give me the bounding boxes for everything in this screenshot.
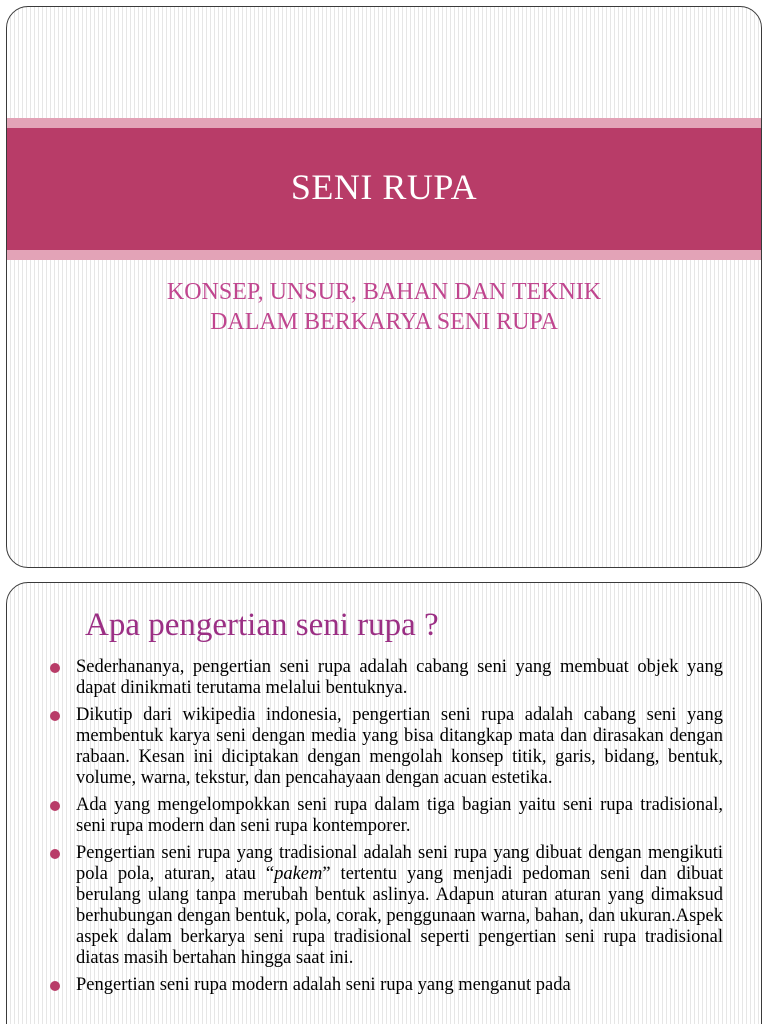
content-heading: Apa pengertian seni rupa ? (85, 607, 439, 643)
title-band (7, 128, 761, 250)
bullet-text: Ada yang mengelompokkan seni rupa dalam tiga bagian yaitu seni rupa tradisional, seni rupa modern dan seni rupa kontemporer. (76, 795, 723, 836)
bullet-text-after: ” tertentu yang menjadi pedoman seni dan dibuat berulang ulang tanpa merubah bentuk aslinya. Adapun aturan aturan yang dimaksud berhubungan dengan bentuk, pola, corak, penggunaan warna, bahan, dan ukuran.Aspek aspek dalam berkarya seni rupa tradisional seperti pengertian seni rupa tradisional diatas masih bertahan hingga saat ini. (76, 864, 723, 968)
bullet-text-partial: Pengertian seni rupa modern adalah seni rupa yang menganut pada (76, 975, 571, 995)
content-slide (6, 582, 762, 1024)
bullet-text: Sederhananya, pengertian seni rupa adalah cabang seni yang membuat objek yang dapat dinikmati terutama melalui bentuknya. (76, 657, 723, 698)
title-band-top-stripe (7, 118, 761, 128)
list-item (45, 705, 723, 789)
bullet-dot-icon (50, 981, 60, 991)
bullet-dot-icon (50, 711, 60, 721)
bullet-list (45, 657, 723, 1002)
bullet-dot-icon (50, 801, 60, 811)
slide-title: SENI RUPA (290, 167, 478, 207)
bullet-text-before: Pengertian seni rupa yang tradisional adalah seni rupa yang dibuat dengan mengikuti pola pola, aturan, atau “ (76, 843, 723, 884)
title-slide (6, 6, 762, 568)
bullet-text-italic: pakem (274, 864, 323, 884)
list-item (45, 657, 723, 699)
title-band-bottom-stripe (7, 250, 761, 260)
bullet-text: Dikutip dari wikipedia indonesia, pengertian seni rupa adalah cabang seni yang membentuk karya seni dengan media yang bisa ditangkap mata dan dirasakan dengan rabaan. Kesan ini diciptakan dengan mengolah konsep titik, garis, bidang, bentuk, volume, warna, tekstur, dan pencahayaan dengan acuan estetika. (76, 705, 723, 788)
list-item (45, 975, 723, 996)
bullet-dot-icon (50, 849, 60, 859)
subtitle-line-1: KONSEP, UNSUR, BAHAN DAN TEKNIK (166, 279, 602, 305)
bullet-dot-icon (50, 663, 60, 673)
slide-subtitle (7, 277, 761, 337)
list-item (45, 843, 723, 969)
list-item (45, 795, 723, 837)
subtitle-line-2: DALAM BERKARYA SENI RUPA (210, 309, 558, 335)
